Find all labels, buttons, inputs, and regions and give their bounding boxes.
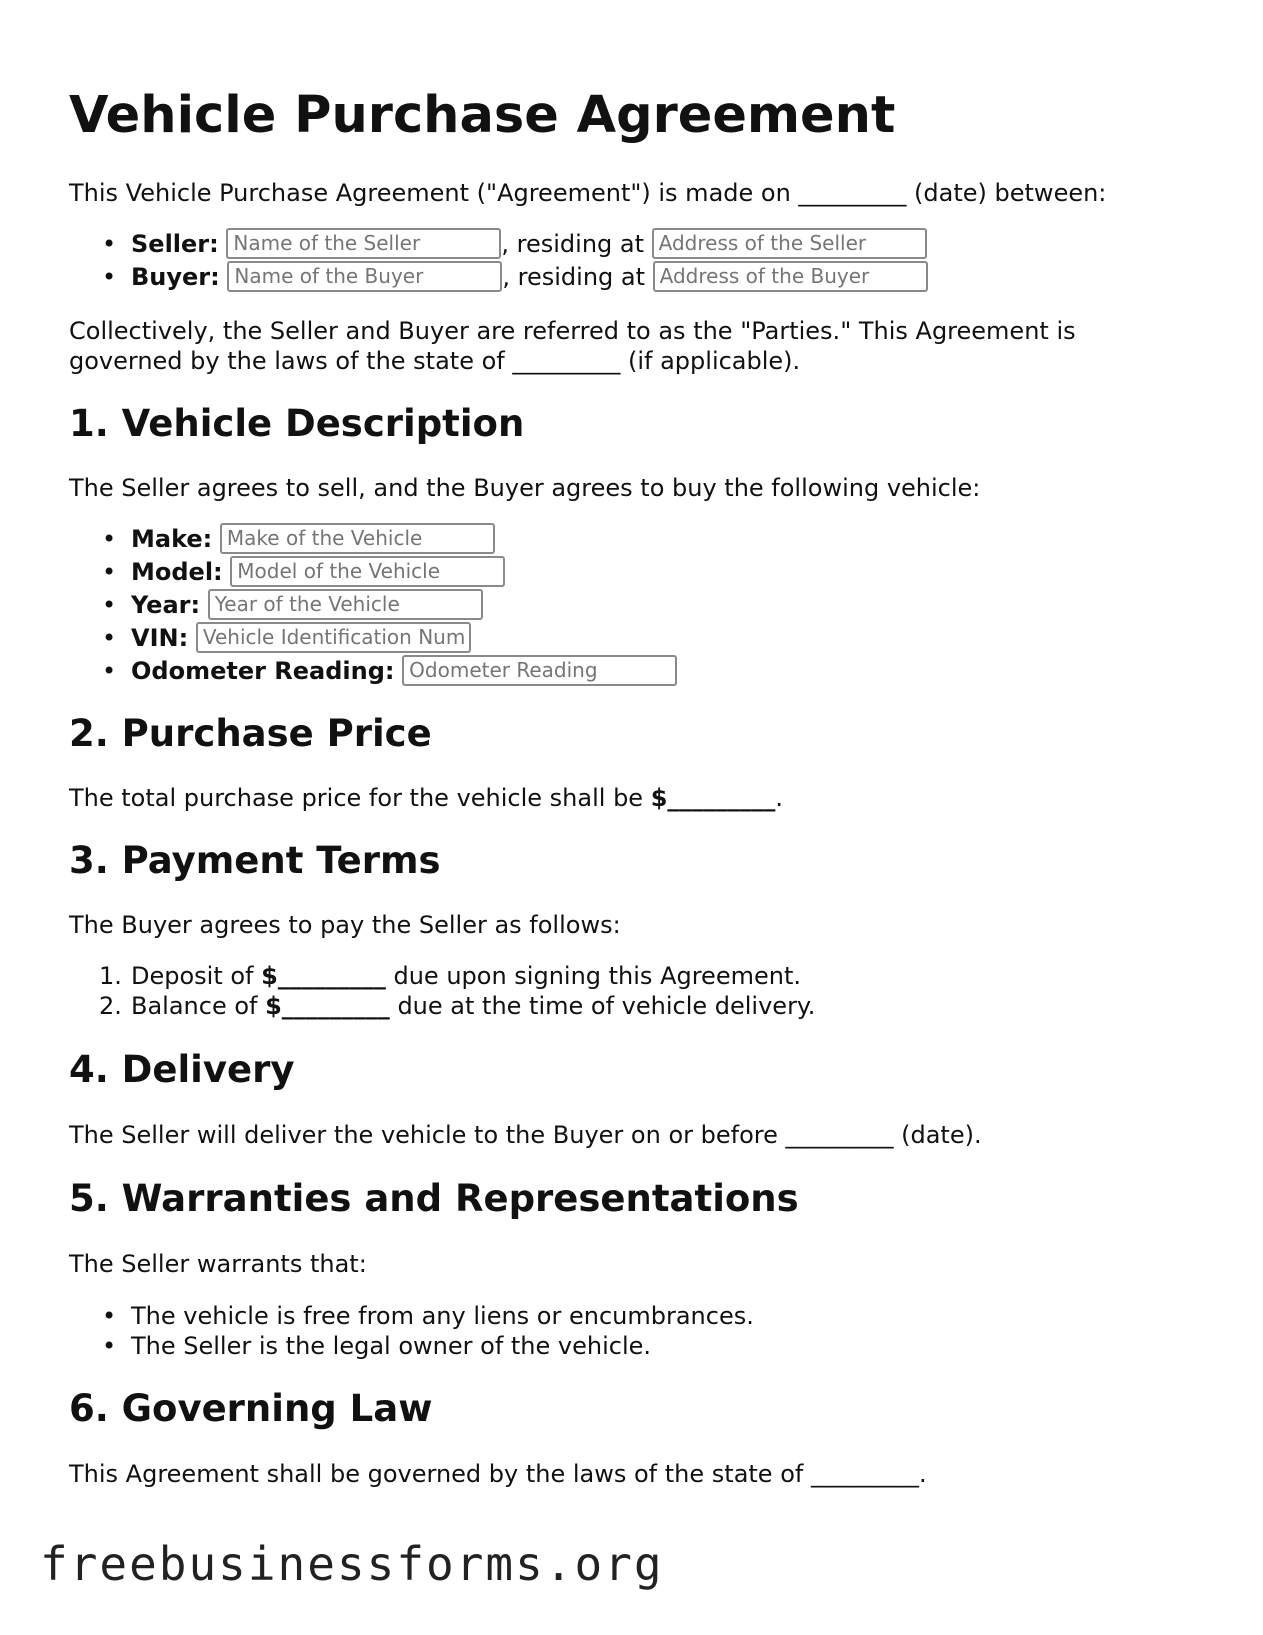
balance-amount: $_________: [265, 992, 390, 1020]
seller-address-input[interactable]: [652, 228, 927, 259]
list-item: [69, 655, 677, 688]
model-label: Model:: [131, 558, 223, 586]
item-number: 2.: [99, 992, 122, 1020]
vehicle-details-list: [69, 523, 677, 688]
price-text-before: The total purchase price for the vehicle shall be: [69, 784, 651, 812]
vin-input[interactable]: [196, 622, 471, 653]
vin-label: VIN:: [131, 624, 189, 652]
section-1-heading: 1. Vehicle Description: [69, 402, 525, 445]
list-item: [69, 991, 815, 1021]
odometer-input[interactable]: [402, 655, 677, 686]
year-label: Year:: [131, 591, 201, 619]
seller-name-input[interactable]: [226, 228, 501, 259]
balance-text-before: Balance of: [131, 992, 266, 1020]
warranties-list: [69, 1301, 754, 1361]
deposit-text-before: Deposit of: [131, 962, 262, 990]
list-item: [69, 622, 677, 655]
buyer-label: Buyer:: [131, 263, 220, 291]
collective-line-1: Collectively, the Seller and Buyer are referred to as the "Parties." This Agreement is: [69, 317, 1076, 345]
list-item: [69, 961, 815, 991]
list-item: • The vehicle is free from any liens or encumbrances.: [69, 1301, 754, 1331]
buyer-address-input[interactable]: [653, 261, 928, 292]
balance-text-after: due at the time of vehicle delivery.: [389, 992, 816, 1020]
price-amount: $_________: [650, 784, 776, 812]
model-input[interactable]: [230, 556, 505, 587]
list-item: [69, 228, 928, 261]
section-2-text: [69, 783, 783, 813]
seller-residing-text: , residing at: [501, 230, 645, 258]
list-item: • The Seller is the legal owner of the vehicle.: [69, 1331, 754, 1361]
section-4-text: The Seller will deliver the vehicle to the Buyer on or before _________ (date).: [69, 1121, 982, 1149]
parties-list: [69, 228, 928, 294]
watermark: freebusinessforms.org: [40, 1537, 664, 1591]
list-item: [69, 589, 677, 622]
section-3-text: The Buyer agrees to pay the Seller as follows:: [69, 911, 621, 939]
make-input[interactable]: [220, 523, 495, 554]
year-input[interactable]: [208, 589, 483, 620]
section-5-text: The Seller warrants that:: [69, 1250, 367, 1278]
section-6-text: This Agreement shall be governed by the laws of the state of _________.: [69, 1460, 927, 1488]
price-text-after: .: [775, 784, 784, 812]
section-2-heading: 2. Purchase Price: [69, 712, 432, 755]
deposit-text-after: due upon signing this Agreement.: [385, 962, 801, 990]
section-3-heading: 3. Payment Terms: [69, 839, 441, 882]
deposit-amount: $_________: [261, 962, 386, 990]
odometer-label: Odometer Reading:: [131, 657, 395, 685]
section-1-text: The Seller agrees to sell, and the Buyer agrees to buy the following vehicle:: [69, 474, 981, 502]
section-5-heading: 5. Warranties and Representations: [69, 1177, 799, 1220]
item-number: 1.: [99, 962, 122, 990]
section-4-heading: 4. Delivery: [69, 1048, 295, 1091]
collective-line-2: governed by the laws of the state of _________ (if applicable).: [69, 347, 801, 375]
buyer-residing-text: , residing at: [502, 263, 646, 291]
list-item: [69, 261, 928, 294]
document-title: Vehicle Purchase Agreement: [69, 86, 896, 145]
seller-label: Seller:: [131, 230, 219, 258]
list-item: [69, 556, 677, 589]
list-item: [69, 523, 677, 556]
section-6-heading: 6. Governing Law: [69, 1387, 433, 1430]
buyer-name-input[interactable]: [227, 261, 502, 292]
payment-list: [69, 961, 815, 1021]
make-label: Make:: [131, 525, 213, 553]
intro-paragraph: This Vehicle Purchase Agreement ("Agreement") is made on _________ (date) between:: [69, 179, 1107, 207]
